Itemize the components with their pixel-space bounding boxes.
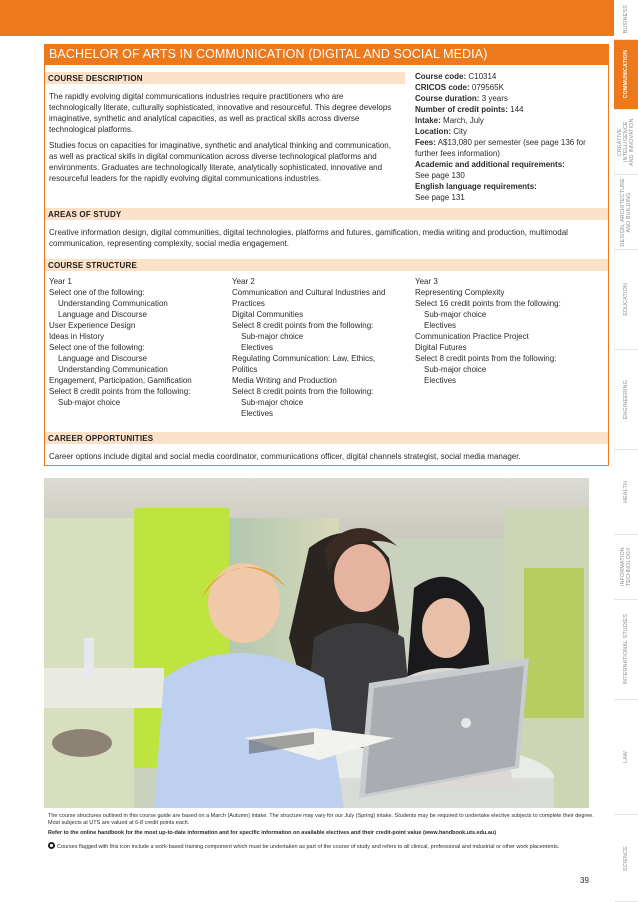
intake: Intake: March, July bbox=[415, 116, 484, 125]
subject-line: Regulating Communication: Law, Ethics, Politics bbox=[232, 354, 376, 374]
subject-line: Electives bbox=[424, 376, 457, 385]
year-2-column bbox=[232, 276, 397, 419]
faculty-tab-information-technology[interactable] bbox=[614, 535, 638, 600]
subject-line: User Experience Design bbox=[49, 321, 136, 330]
subject-line: Sub-major choice bbox=[424, 365, 487, 374]
faculty-tab-communication[interactable] bbox=[614, 40, 638, 110]
course-duration: Course duration: 3 years bbox=[415, 94, 508, 103]
subject-line: Select 8 credit points from the following: bbox=[232, 387, 374, 396]
subject-line: Select 8 credit points from the following: bbox=[49, 387, 191, 396]
course-description-heading: COURSE DESCRIPTION bbox=[45, 72, 405, 84]
faculty-tab-label: CREATIVE INTELLIGENCE AND INNOVATION bbox=[617, 118, 635, 166]
faculty-tab-label: ENGINEERING bbox=[623, 379, 629, 420]
english-requirements-label: English language requirements: bbox=[415, 182, 537, 191]
course-code: Course code: C10314 bbox=[415, 72, 497, 81]
subject-line: Engagement, Participation, Gamification bbox=[49, 376, 192, 385]
subject-line: Sub-major choice bbox=[424, 310, 487, 319]
course-facts bbox=[415, 71, 605, 203]
subject-line: Select 8 credit points from the following: bbox=[232, 321, 374, 330]
english-requirements: See page 131 bbox=[415, 193, 465, 202]
page-number: 39 bbox=[580, 876, 589, 885]
year-title: Year 2 bbox=[232, 277, 255, 286]
footnote-intake: The course structures outlined in this course guide are based on a March (Autumn) intake. The structure may vary for our July (Spring) intake. Students may be required to undertake elective subjects to complete their degree. Most subjects at UTS are valued at 6-8 credit points each. bbox=[48, 813, 594, 826]
faculty-tab-creative-intelligence-and-innovation[interactable] bbox=[614, 110, 638, 175]
year-1-column bbox=[49, 276, 209, 408]
subject-line: Ideas in History bbox=[49, 332, 105, 341]
faculty-tab-health[interactable] bbox=[614, 450, 638, 535]
academic-requirements-label: Academic and additional requirements: bbox=[415, 160, 565, 169]
faculty-tab-label: BUSINESS bbox=[623, 5, 629, 34]
fees: Fees: A$13,080 per semester (see page 136 for further fees information) bbox=[415, 138, 586, 158]
course-structure-heading: COURSE STRUCTURE bbox=[45, 259, 608, 271]
year-3-column bbox=[415, 276, 605, 386]
course-description-p1: The rapidly evolving digital communications industries require practitioners who are technologically literate, culturally sophisticated, innovative and resourceful. This degree develops imaginative, synthetic and analytical capacities, as well as practical skills across diverse technological platforms. bbox=[49, 92, 392, 134]
subject-line: Electives bbox=[424, 321, 457, 330]
footnote-handbook: Refer to the online handbook for the most up-to-date information and for specific information on available electives and their credit-point value (www.handbook.uts.edu.au) bbox=[48, 830, 497, 836]
subject-line: Language and Discourse bbox=[58, 310, 147, 319]
faculty-tab-label: LAW bbox=[623, 751, 629, 763]
faculty-tab-law[interactable] bbox=[614, 700, 638, 815]
work-placement-icon bbox=[48, 842, 55, 849]
subject-line: Select one of the following: bbox=[49, 343, 145, 352]
subject-line: Language and Discourse bbox=[58, 354, 147, 363]
faculty-tab-engineering[interactable] bbox=[614, 350, 638, 450]
career-opportunities-heading: CAREER OPPORTUNITIES bbox=[45, 432, 608, 444]
subject-line: Media Writing and Production bbox=[232, 376, 337, 385]
areas-of-study-heading: AREAS OF STUDY bbox=[45, 208, 608, 220]
faculty-tab-science[interactable] bbox=[614, 815, 638, 902]
faculty-tab-label: SCIENCE bbox=[623, 845, 629, 871]
students-photo bbox=[44, 478, 589, 808]
subject-line: Select 16 credit points from the following: bbox=[415, 299, 561, 308]
subject-line: Digital Communities bbox=[232, 310, 304, 319]
course-title: BACHELOR OF ARTS IN COMMUNICATION (DIGITAL AND SOCIAL MEDIA) bbox=[44, 44, 609, 65]
faculty-tab-label: INFORMATION TECHNOLOGY bbox=[620, 547, 632, 587]
header-band bbox=[0, 0, 638, 36]
subject-line: Digital Futures bbox=[415, 343, 467, 352]
academic-requirements: See page 130 bbox=[415, 171, 465, 180]
year-title: Year 1 bbox=[49, 277, 72, 286]
faculty-tab-label: EDUCATION bbox=[623, 283, 629, 316]
year-title: Year 3 bbox=[415, 277, 438, 286]
location: Location: City bbox=[415, 127, 468, 136]
subject-line: Understanding Communication bbox=[58, 365, 168, 374]
faculty-tab-business[interactable] bbox=[614, 0, 638, 40]
subject-line: Select 8 credit points from the following: bbox=[415, 354, 557, 363]
faculty-tab-education[interactable] bbox=[614, 250, 638, 350]
subject-line: Electives bbox=[241, 343, 274, 352]
subject-line: Communication Practice Project bbox=[415, 332, 529, 341]
faculty-tab-label: COMMUNICATION bbox=[623, 50, 629, 99]
credit-points: Number of credit points: 144 bbox=[415, 105, 524, 114]
subject-line: Understanding Communication bbox=[58, 299, 168, 308]
career-opportunities-text: Career options include digital and social media coordinator, communications officer, digital channels strategist, social media manager. bbox=[49, 452, 521, 461]
subject-line: Sub-major choice bbox=[241, 332, 304, 341]
subject-line: Sub-major choice bbox=[58, 398, 121, 407]
faculty-tab-design-architecture-and-building[interactable] bbox=[614, 175, 638, 250]
subject-line: Electives bbox=[241, 409, 274, 418]
subject-line: Communication and Cultural Industries and Practices bbox=[232, 288, 386, 308]
faculty-tab-international-studies[interactable] bbox=[614, 600, 638, 700]
faculty-tab-label: DESIGN, ARCHITECTURE AND BUILDING bbox=[620, 177, 632, 247]
faculty-tab-label: HEALTH bbox=[623, 481, 629, 503]
subject-line: Representing Complexity bbox=[415, 288, 505, 297]
cricos-code: CRICOS code: 079565K bbox=[415, 83, 504, 92]
footnote-work-placement: Courses flagged with this icon include a work-based training component which must be undertaken as part of the course of study and refers to all clinical, professional and industrial or other work placements. bbox=[48, 842, 598, 851]
subject-line: Sub-major choice bbox=[241, 398, 304, 407]
areas-of-study-text: Creative information design, digital communities, digital technologies, platforms and futures, gamification, media writing and production, multimodal communication, representing complexity, social media engagement. bbox=[49, 228, 568, 248]
course-description-p2: Studies focus on capacities for imaginative, synthetic and analytical thinking and communication, as well as practical skills in digital communication across diverse technological platforms and environments. Graduates are technologically literate, analytically sophisticated, innovative and resourceful leaders for the rapidly evolving digital communications industries. bbox=[49, 141, 391, 183]
subject-line: Select one of the following: bbox=[49, 288, 145, 297]
faculty-tab-label: INTERNATIONAL STUDIES bbox=[623, 614, 629, 685]
